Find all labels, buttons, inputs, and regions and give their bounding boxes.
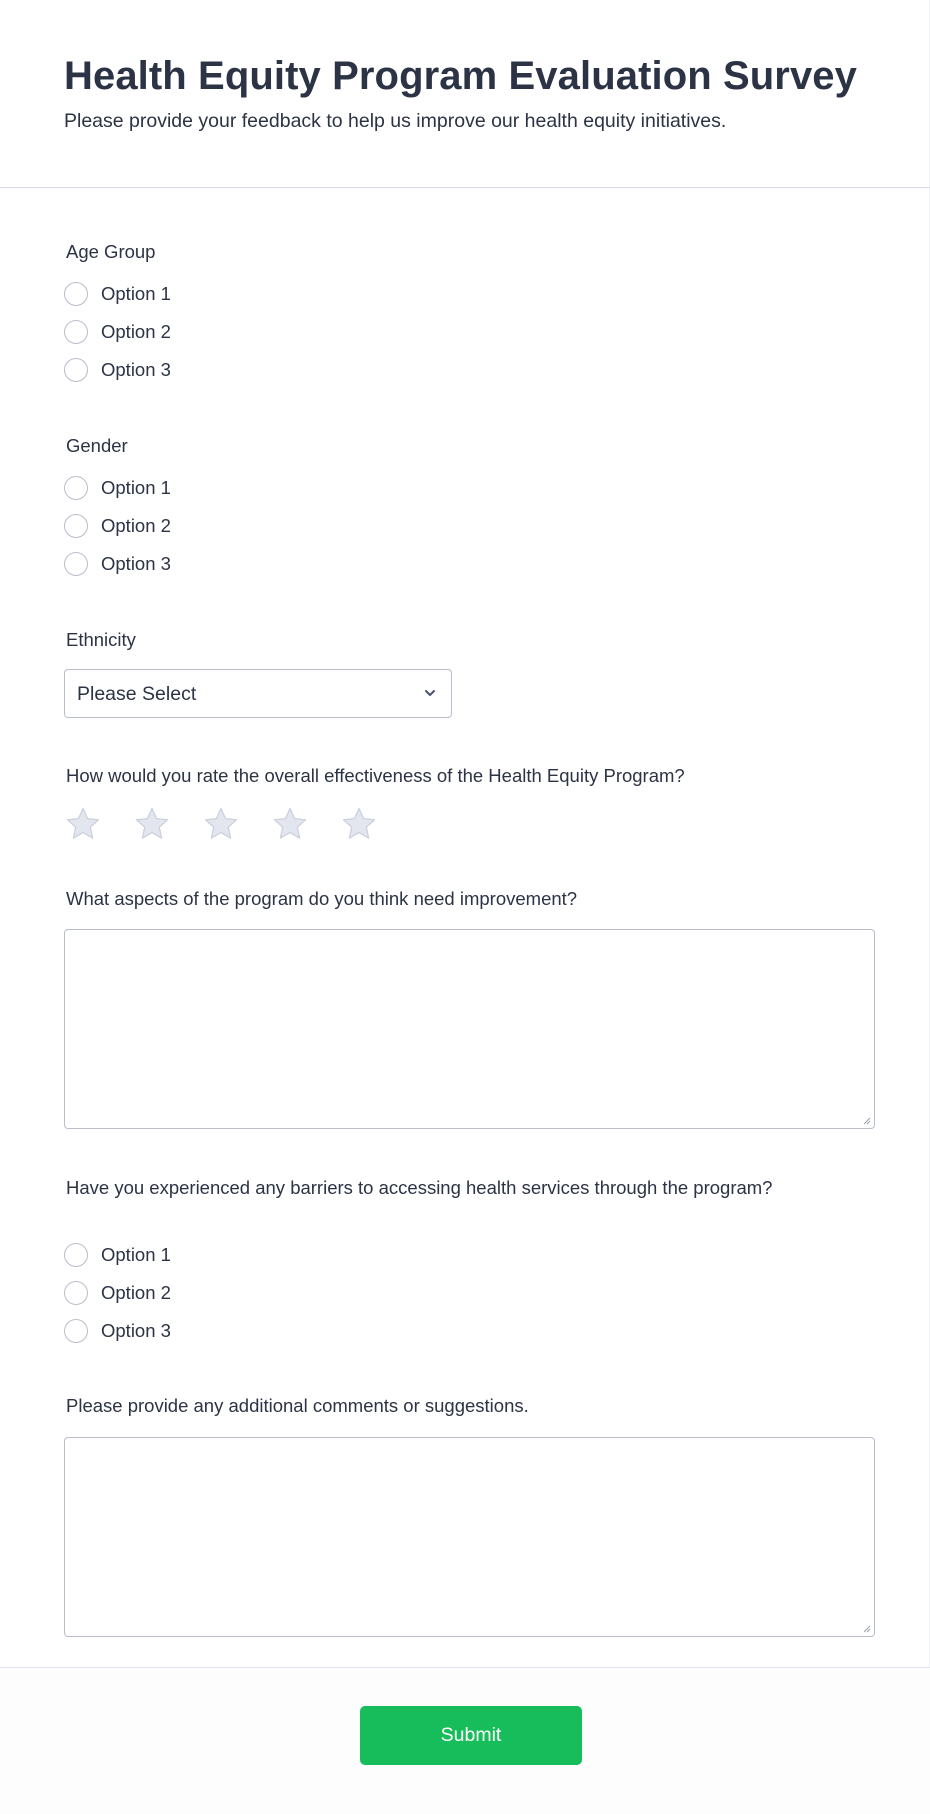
barriers-option-1[interactable] bbox=[64, 1242, 171, 1268]
radio-label: Option 2 bbox=[101, 1282, 171, 1303]
radio-button[interactable] bbox=[64, 1281, 88, 1305]
gender-option-2[interactable] bbox=[64, 513, 171, 539]
radio-label: Option 2 bbox=[101, 321, 171, 342]
age-group-label: Age Group bbox=[66, 241, 156, 262]
barriers-label: Have you experienced any barriers to accessing health services through the program? bbox=[66, 1177, 773, 1198]
form-header bbox=[0, 0, 930, 188]
ethnicity-select[interactable] bbox=[64, 669, 452, 718]
resize-handle-icon[interactable] bbox=[862, 1624, 871, 1633]
gender-option-1[interactable] bbox=[64, 475, 171, 501]
radio-label: Option 3 bbox=[101, 1320, 171, 1341]
radio-label: Option 1 bbox=[101, 1244, 171, 1265]
star-icon[interactable] bbox=[202, 805, 240, 843]
comments-textarea[interactable] bbox=[64, 1437, 875, 1637]
comments-label: Please provide any additional comments or suggestions. bbox=[66, 1395, 529, 1416]
radio-button[interactable] bbox=[64, 282, 88, 306]
page-title: Health Equity Program Evaluation Survey bbox=[64, 54, 858, 98]
page-subtitle: Please provide your feedback to help us improve our health equity initiatives. bbox=[64, 110, 727, 132]
submit-button[interactable]: Submit bbox=[360, 1706, 582, 1765]
age-group-option-2[interactable] bbox=[64, 319, 171, 345]
select-value: Please Select bbox=[77, 683, 197, 705]
star-icon[interactable] bbox=[271, 805, 309, 843]
star-icon[interactable] bbox=[340, 805, 378, 843]
radio-button[interactable] bbox=[64, 552, 88, 576]
radio-button[interactable] bbox=[64, 1319, 88, 1343]
gender-option-3[interactable] bbox=[64, 551, 171, 577]
radio-button[interactable] bbox=[64, 358, 88, 382]
radio-label: Option 1 bbox=[101, 283, 171, 304]
star-rating[interactable] bbox=[64, 805, 409, 843]
radio-button[interactable] bbox=[64, 476, 88, 500]
age-group-option-3[interactable] bbox=[64, 357, 171, 383]
rating-label: How would you rate the overall effectiveness of the Health Equity Program? bbox=[66, 765, 685, 786]
star-icon[interactable] bbox=[133, 805, 171, 843]
star-icon[interactable] bbox=[64, 805, 102, 843]
radio-label: Option 3 bbox=[101, 553, 171, 574]
form-footer bbox=[0, 1667, 930, 1814]
resize-handle-icon[interactable] bbox=[862, 1116, 871, 1125]
radio-button[interactable] bbox=[64, 320, 88, 344]
radio-label: Option 1 bbox=[101, 477, 171, 498]
age-group-option-1[interactable] bbox=[64, 281, 171, 307]
improvement-label: What aspects of the program do you think need improvement? bbox=[66, 888, 578, 909]
gender-label: Gender bbox=[66, 435, 128, 456]
improvement-textarea[interactable] bbox=[64, 929, 875, 1129]
radio-label: Option 3 bbox=[101, 359, 171, 380]
chevron-down-icon bbox=[423, 686, 437, 700]
radio-button[interactable] bbox=[64, 514, 88, 538]
radio-label: Option 2 bbox=[101, 515, 171, 536]
radio-button[interactable] bbox=[64, 1243, 88, 1267]
barriers-option-3[interactable] bbox=[64, 1318, 171, 1344]
ethnicity-label: Ethnicity bbox=[66, 629, 136, 650]
barriers-option-2[interactable] bbox=[64, 1280, 171, 1306]
